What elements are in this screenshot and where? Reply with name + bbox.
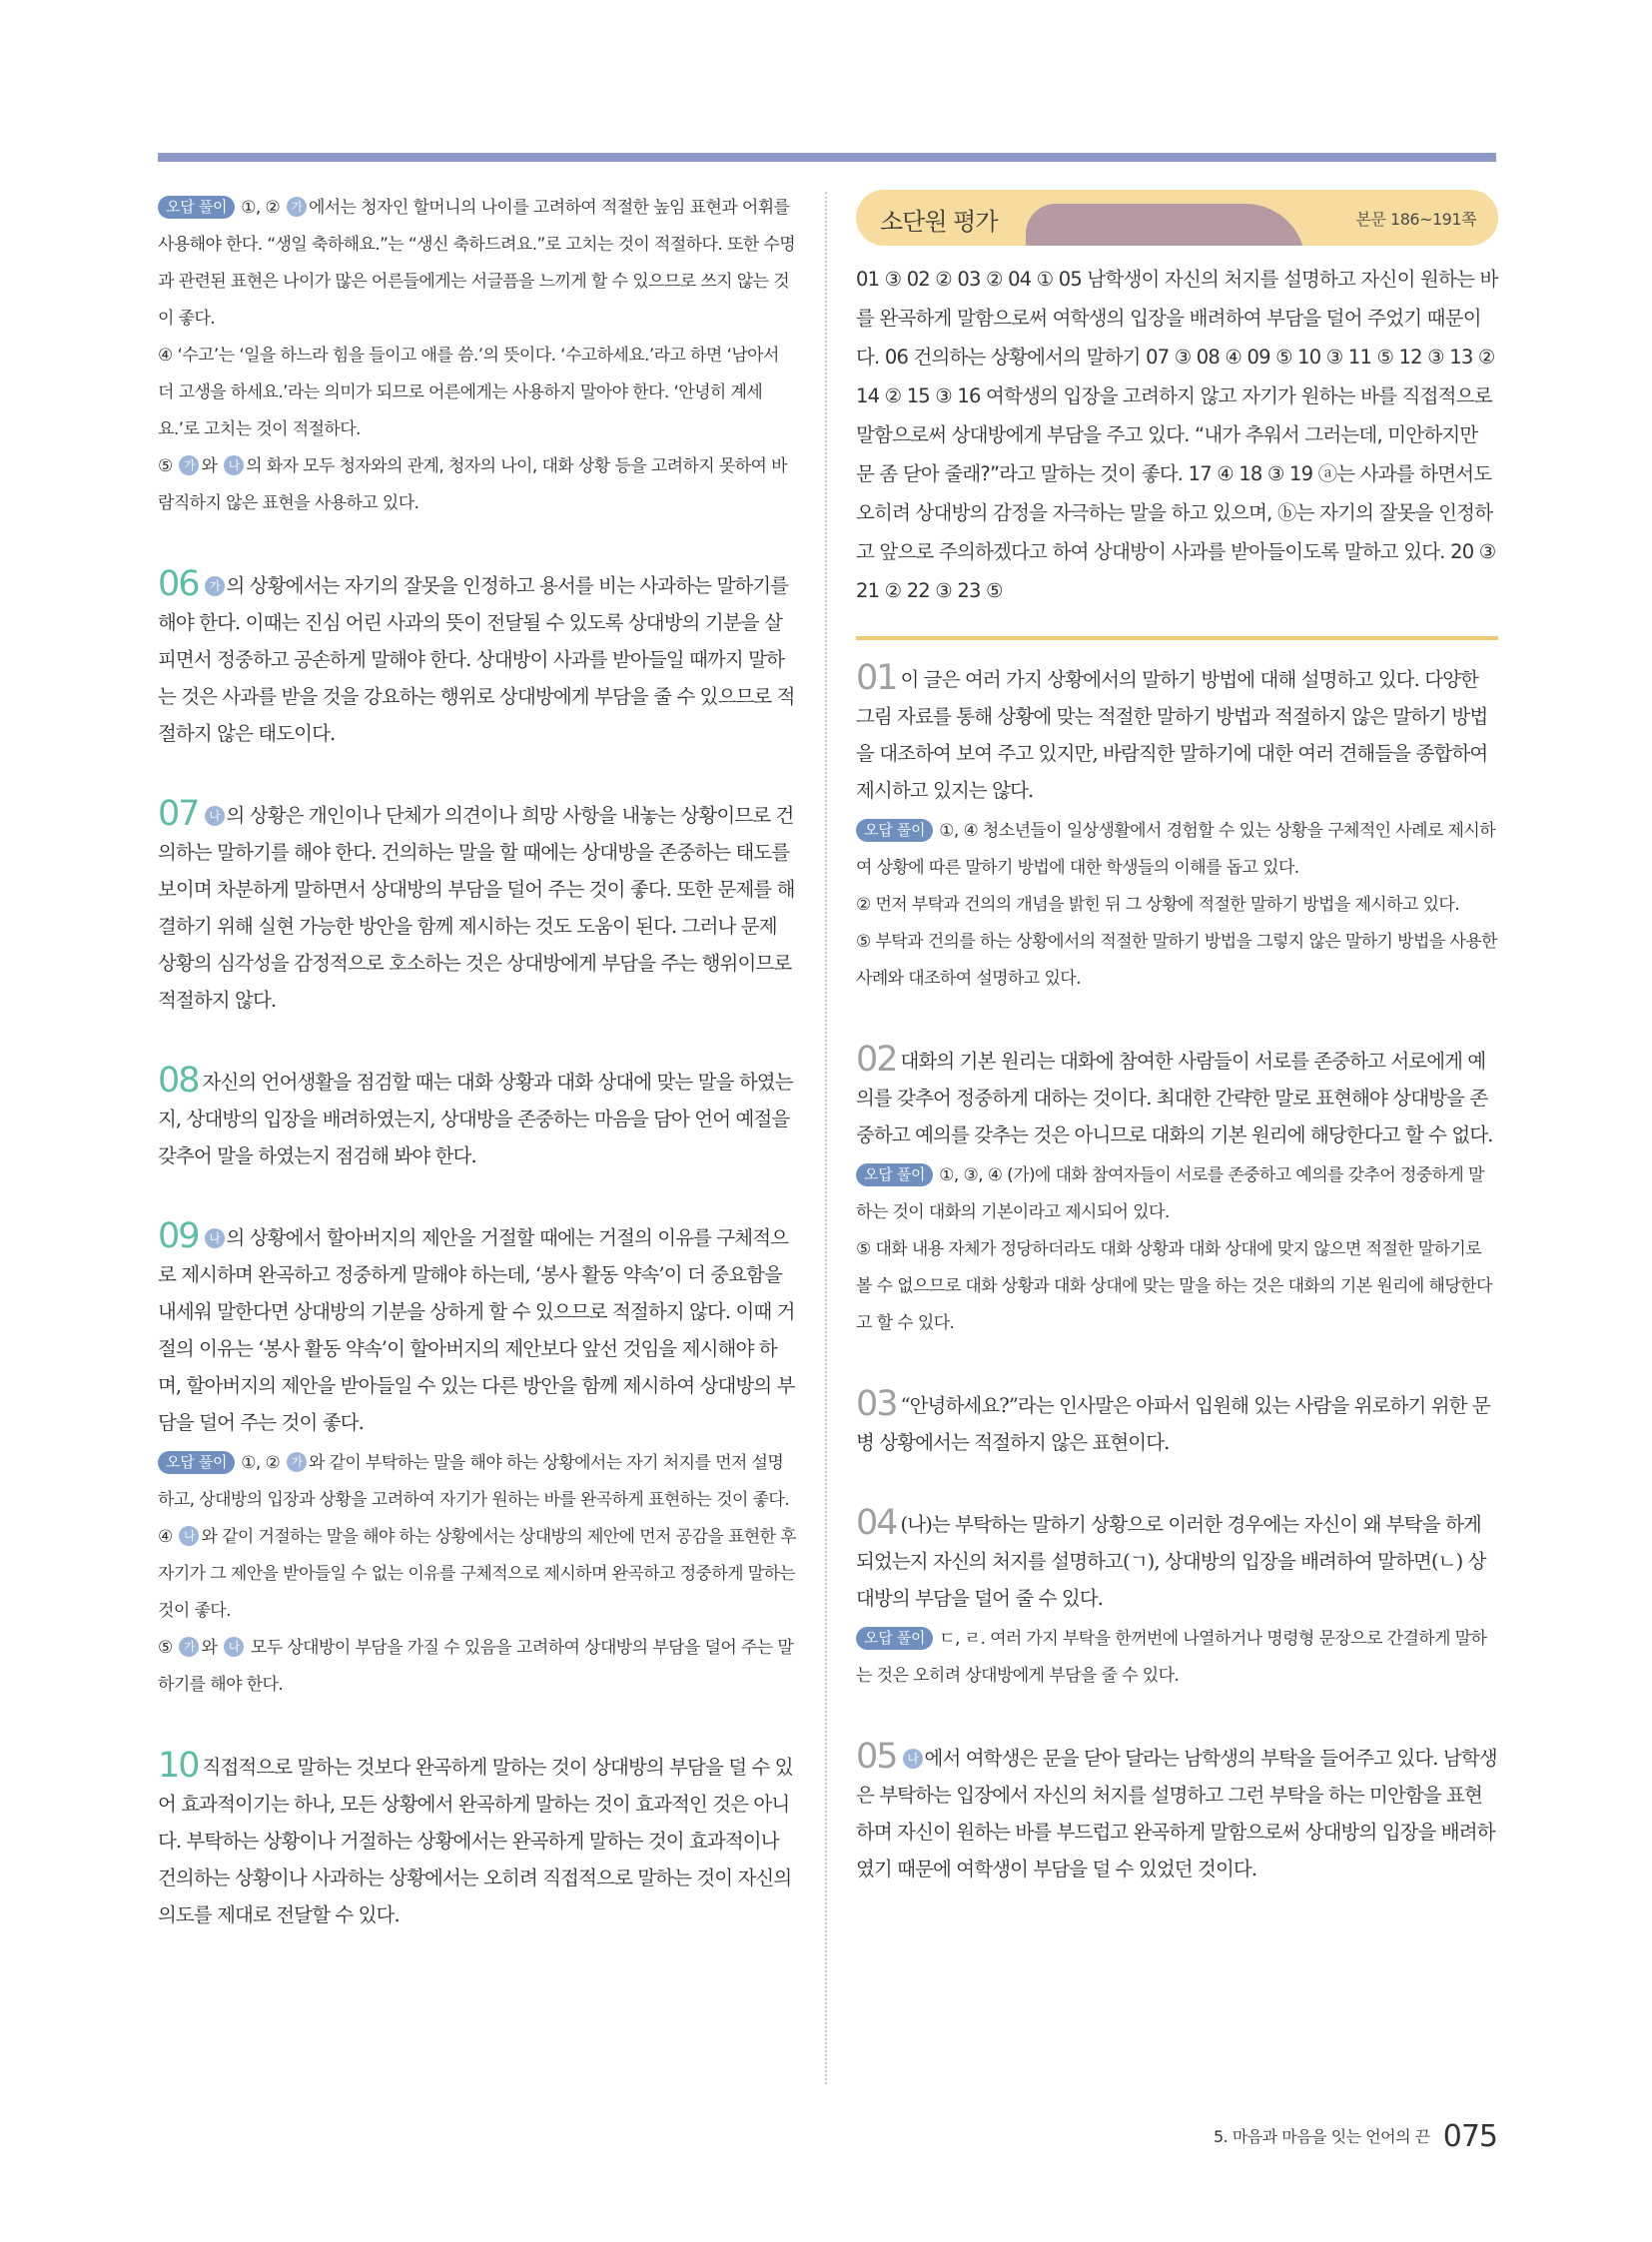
question-number: 06 [158, 564, 199, 604]
page-number: 075 [1442, 2119, 1497, 2154]
question-number: 04 [856, 1503, 897, 1543]
answer-key: 01 ③ 02 ② 03 ② 04 ① 05 남학생이 자신의 처지를 설명하고 자신이 원하는 바를 완곡하게 말함으로써 여학생의 입장을 배려하여 부담을 덜어 주었기 때문이다. 06 건의하는 상황에서의 말하기 07 ③ 08 ④ 09 ⑤ 10 ③ 11 ⑤ 12 ③ 13 ② 14 ② 15 ③ 16 여학생의 입장을 고려하지 않고 자기가 원하는 바를 직접적으로 말함으로써 상대방에게 부담을 주고 있다. “내가 추워서 그러는데, 미안하지만 문 좀 닫아 줄래?”라고 말하는 것이 좋다. 17 ④ 18 ③ 19 ⓐ는 사과를 하면서도 오히려 상대방의 감정을 자극하는 말을 하고 있으며, ⓑ는 자기의 잘못을 인정하고 앞으로 주의하겠다고 하여 상대방이 사과를 받아들이도록 말하고 있다. 20 ③ 21 ② 22 ③ 23 ⑤ [856, 268, 1498, 602]
note-paragraph: ④ ‘수고’는 ‘일을 하느라 힘을 들이고 애를 씀.’의 뜻이다. ‘수고하세요.’라고 하면 ‘남아서 더 고생을 하세요.’라는 의미가 되므로 어른에게는 사용하지 말아야 한다. ‘안녕히 계세요.’로 고치는 것이 적절하다. [158, 346, 779, 439]
top-rule [158, 153, 1496, 162]
question-number: 02 [856, 1040, 897, 1080]
answer-text: 의 상황에서는 자기의 잘못을 인정하고 용서를 비는 사과하는 말하기를 해야 한다. 이때는 진심 어린 사과의 뜻이 전달될 수 있도록 상대방의 기분을 살피면서 정중하고 공손하게 말해야 한다. 상대방이 사과를 받아들일 때까지 말하는 것은 사과를 받을 것을 강요하는 행위로 상대방에게 부담을 줄 수 있으므로 적절하지 않은 태도이다. [158, 574, 795, 745]
explanation-01 [856, 660, 1498, 998]
wrong-answer-badge: 오답 풀이 [158, 1451, 235, 1474]
answer-text: 대화의 기본 원리는 대화에 참여한 사람들이 서로를 존중하고 서로에게 예의를 갖추어 정중하게 대하는 것이다. 최대한 간략한 말로 표현해야 상대방을 존중하고 예의를 갖추는 것은 아니므로 대화의 기본 원리에 해당한다고 할 수 없다. [856, 1050, 1493, 1146]
answer-text: 의 상황에서 할아버지의 제안을 거절할 때에는 거절의 이유를 구체적으로 제시하며 완곡하고 정중하게 말해야 하는데, ‘봉사 활동 약속’이 더 중요함을 내세워 말한다면 상대방의 기분을 상하게 할 수 있으므로 적절하지 않다. 이때 거절의 이유는 ‘봉사 활동 약속’이 할아버지의 제안보다 앞선 것임을 제시해야 하며, 할아버지의 제안을 받아들일 수 있는 다른 방안을 함께 제시하여 상대방의 부담을 덜어 주는 것이 좋다. [158, 1226, 795, 1434]
mark-ga: 가 [179, 455, 199, 475]
wrong-answer-note-01: 오답 풀이 ①, ④ 청소년들이 일상생활에서 경험할 수 있는 상황을 구체적인 사례로 제시하여 상황에 따른 말하기 방법에 대한 학생들의 이해를 돕고 있다. ② 먼저 부탁과 건의의 개념을 밝힌 뒤 그 상황에 적절한 말하기 방법을 제시하고 있다. ⑤ 부탁과 건의를 하는 상황에서의 적절한 말하기 방법을 그렇지 않은 말하기 방법을 사용한 사례와 대조하여 설명하고 있다. [856, 821, 1497, 989]
explanation-03 [856, 1386, 1498, 1461]
unit-evaluation-title: 소단원 평가 [880, 208, 998, 236]
answer-text: “안녕하세요?”라는 인사말은 아파서 입원해 있는 사람을 위로하기 위한 문병 상황에서는 적절하지 않은 표현이다. [856, 1394, 1490, 1454]
mark-na: 나 [224, 1637, 244, 1657]
question-number: 07 [158, 794, 199, 834]
mark-na: 나 [179, 1526, 199, 1546]
answer-text: 이 글은 여러 가지 상황에서의 말하기 방법에 대해 설명하고 있다. 다양한 그림 자료를 통해 상황에 맞는 적절한 말하기 방법과 적절하지 않은 말하기 방법을 대조하여 보여 주고 있지만, 바람직한 말하기에 대한 여러 견해들을 종합하여 제시하고 있지는 않다. [856, 668, 1488, 802]
left-column [158, 190, 797, 1933]
question-number: 05 [856, 1737, 897, 1777]
wrong-answer-note-05: 오답 풀이 ①, ② 가 에서는 청자인 할머니의 나이를 고려하여 적절한 높임 표현과 어휘를 사용해야 한다. “생일 축하해요.”는 “생신 축하드려요.”로 고치는 것이 적절하다. 또한 수명과 관련된 표현은 나이가 많은 어른들에게는 서글픔을 느끼게 할 수 있으므로 쓰지 않는 것이 좋다. ④ ‘수고’는 ‘일을 하느라 힘을 들이고 애를 씀.’의 뜻이다. ‘수고하세요.’라고 하면 ‘남아서 더 고생을 하세요.’라는 의미가 되므로 어른에게는 사용하지 말아야 한다. ‘안녕히 계세요.’로 고치는 것이 적절하다. ⑤ 가 와 나 의 화자 모두 청자와의 관계, 청자의 나이, 대화 상황 등을 고려하지 못하여 바람직하지 않은 표현을 사용하고 있다. [158, 190, 797, 522]
wrong-answer-note-09: 오답 풀이 ①, ② 가 와 같이 부탁하는 말을 해야 하는 상황에서는 자기 처지를 먼저 설명하고, 상대방의 입장과 상황을 고려하여 자기가 원하는 바를 완곡하게 표현하는 것이 좋다. ④ 나 와 같이 거절하는 말을 해야 하는 상황에서는 상대방의 제안에 먼저 공감을 표현한 후 자기가 그 제안을 받아들일 수 없는 이유를 구체적으로 제시하며 완곡하고 정중하게 말하는 것이 좋다. ⑤ 가 와 나 모두 상대방이 부담을 가질 수 있음을 고려하여 상대방의 부담을 덜어 주는 말하기를 해야 한다. [158, 1453, 797, 1695]
question-number: 10 [158, 1746, 199, 1786]
right-column [856, 190, 1498, 1887]
chapter-title: 5. 마음과 마음을 잇는 언어의 끈 [1213, 2127, 1430, 2146]
answer-06 [158, 566, 797, 752]
mark-na: 나 [224, 455, 244, 475]
answer-text: (나)는 부탁하는 말하기 상황으로 이러한 경우에는 자신이 왜 부탁을 하게 되었는지 자신의 처지를 설명하고(ㄱ), 상대방의 입장을 배려하여 말하면(ㄴ) 상대방의 부담을 덜어 줄 수 있다. [856, 1513, 1486, 1610]
explanation-05 [856, 1739, 1498, 1887]
answer-09 [158, 1218, 797, 1704]
question-number: 09 [158, 1216, 199, 1256]
mark-ga: 가 [287, 197, 307, 217]
mark-na: 나 [205, 806, 225, 826]
answer-07 [158, 796, 797, 1019]
wrong-answer-badge: 오답 풀이 [856, 1163, 933, 1186]
answer-text: 에서 여학생은 문을 닫아 달라는 남학생의 부탁을 들어주고 있다. 남학생은 부탁하는 입장에서 자신의 처지를 설명하고 그런 부탁을 하는 미안함을 표현하며 자신이 원하는 바를 부드럽고 완곡하게 말함으로써 상대방의 입장을 배려하였기 때문에 여학생이 부담을 덜 수 있었던 것이다. [856, 1747, 1497, 1880]
column-divider [825, 192, 827, 2084]
mark-ga: 가 [287, 1452, 307, 1472]
page-reference: 본문 186~191쪽 [1355, 210, 1476, 229]
question-number: 01 [856, 658, 897, 698]
answer-text: 의 상황은 개인이나 단체가 의견이나 희망 사항을 내놓는 상황이므로 건의하는 말하기를 해야 한다. 건의하는 말을 할 때에는 상대방을 존중하는 태도를 보이며 차분하게 말하면서 상대방의 부담을 덜어 주는 것이 좋다. 또한 문제를 해결하기 위해 실현 가능한 방안을 함께 제시하는 것도 도움이 된다. 그러나 문제 상황의 심각성을 감정적으로 호소하는 것은 상대방에게 부담을 주는 행위이므로 적절하지 않다. [158, 804, 795, 1012]
wrong-answer-note-02: 오답 풀이 ①, ③, ④ (가)에 대화 참여자들이 서로를 존중하고 예의를 갖추어 정중하게 말하는 것이 대화의 기본이라고 제시되어 있다. ⑤ 대화 내용 자체가 정당하더라도 대화 상황과 대화 상대에 맞지 않으면 적절한 말하기로 볼 수 없으므로 대화 상황과 대화 상대에 맞는 말을 하는 것은 대화의 기본 원리에 해당한다고 할 수 있다. [856, 1165, 1492, 1333]
mark-na: 나 [205, 1228, 225, 1248]
note-paragraph: ⑤ 가 와 나 의 화자 모두 청자와의 관계, 청자의 나이, 대화 상황 등을 고려하지 못하여 바람직하지 않은 표현을 사용하고 있다. [158, 456, 788, 513]
mark-ga: 가 [179, 1637, 199, 1657]
answer-10 [158, 1748, 797, 1933]
question-number: 03 [856, 1384, 897, 1424]
explanation-02 [856, 1042, 1498, 1342]
mark-ga: 가 [205, 576, 225, 596]
mark-na: 나 [903, 1749, 923, 1769]
wrong-answer-note-04: 오답 풀이 ㄷ, ㄹ. 여러 가지 부탁을 한꺼번에 나열하거나 명령형 문장으로 간결하게 말하는 것은 오히려 상대방에게 부담을 줄 수 있다. [856, 1629, 1487, 1686]
page-footer [1214, 2119, 1497, 2154]
unit-evaluation-header [856, 190, 1498, 246]
answer-text: 직접적으로 말하는 것보다 완곡하게 말하는 것이 상대방의 부담을 덜 수 있어 효과적이기는 하나, 모든 상황에서 완곡하게 말하는 것이 효과적인 것은 아니다. 부탁하는 상황이나 거절하는 상황에서는 완곡하게 말하는 것이 효과적이나 건의하는 상황이나 사과하는 상황에서는 오히려 직접적으로 말하는 것이 자신의 의도를 제대로 전달할 수 있다. [158, 1756, 793, 1926]
section-rule [856, 636, 1498, 640]
wrong-answer-badge: 오답 풀이 [856, 1627, 933, 1650]
question-number: 08 [158, 1061, 199, 1101]
explanation-04 [856, 1505, 1498, 1695]
answer-08 [158, 1063, 797, 1174]
answer-text: 자신의 언어생활을 점검할 때는 대화 상황과 대화 상대에 맞는 말을 하였는지, 상대방의 입장을 배려하였는지, 상대방을 존중하는 마음을 담아 언어 예절을 갖추어 말을 하였는지 점검해 봐야 한다. [158, 1071, 793, 1167]
wrong-answer-badge: 오답 풀이 [158, 196, 235, 219]
wrong-answer-badge: 오답 풀이 [856, 819, 933, 842]
header-decoration [1026, 204, 1305, 246]
